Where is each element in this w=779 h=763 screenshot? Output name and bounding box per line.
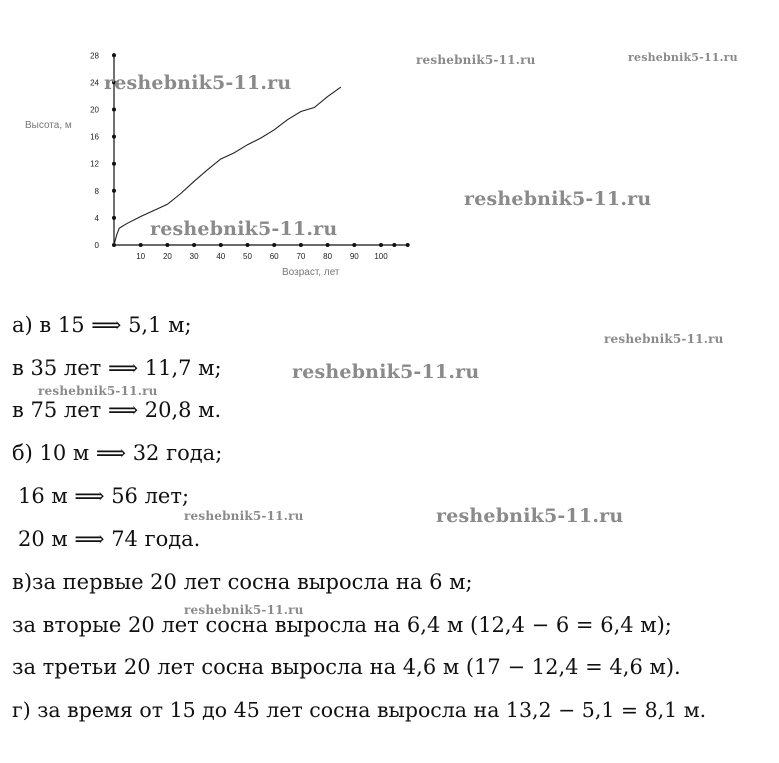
watermark: reshebnik5-11.ru <box>184 603 304 617</box>
x-tick-dot <box>406 243 410 247</box>
y-tick-label: 4 <box>94 213 99 223</box>
watermark: reshebnik5-11.ru <box>38 384 158 398</box>
x-tick-label: 40 <box>216 252 226 261</box>
y-tick-dot <box>112 135 116 139</box>
watermark: reshebnik5-11.ru <box>104 72 292 94</box>
x-tick-label: 90 <box>349 252 359 261</box>
x-tick-dot <box>379 243 383 247</box>
y-tick-label: 12 <box>90 159 99 169</box>
x-tick-dot <box>272 243 276 247</box>
answer-a-line-3: в 75 лет ⟹ 20,8 м. <box>12 398 222 422</box>
watermark: reshebnik5-11.ru <box>184 509 304 523</box>
y-tick-dot <box>112 108 116 112</box>
x-tick-label: 50 <box>243 252 252 261</box>
answer-v-line-1: в)за первые 20 лет сосна выросла на 6 м; <box>12 570 473 594</box>
answer-a-line-1: а) в 15 ⟹ 5,1 м; <box>12 313 192 337</box>
x-tick-dot <box>165 243 169 247</box>
answer-g-line-1: г) за время от 15 до 45 лет сосна выросла на 13,2 − 5,1 = 8,1 м. <box>12 698 707 722</box>
watermark: reshebnik5-11.ru <box>464 188 652 210</box>
x-tick-dot <box>392 243 396 247</box>
x-axis-label: Возраст, лет <box>282 267 340 278</box>
x-tick-label: 20 <box>162 252 172 261</box>
watermark: reshebnik5-11.ru <box>436 505 624 527</box>
y-tick-label: 0 <box>94 241 99 250</box>
x-tick-label: 10 <box>136 252 146 261</box>
watermark: reshebnik5-11.ru <box>628 51 738 64</box>
answer-b-line-3: 20 м ⟹ 74 года. <box>18 527 201 551</box>
watermark: reshebnik5-11.ru <box>416 53 536 67</box>
answer-a-line-2: в 35 лет ⟹ 11,7 м; <box>12 356 222 380</box>
x-tick-label: 30 <box>189 252 199 261</box>
answer-b-line-1: б) 10 м ⟹ 32 года; <box>12 441 223 465</box>
y-tick-dot <box>112 216 116 220</box>
x-tick-dot <box>139 243 143 247</box>
y-tick-label: 16 <box>90 132 99 142</box>
height-age-chart <box>0 0 440 290</box>
x-tick-label: 60 <box>269 252 279 261</box>
x-tick-dot <box>299 243 303 247</box>
answer-b-line-2: 16 м ⟹ 56 лет; <box>18 484 190 508</box>
x-tick-dot <box>192 243 196 247</box>
y-tick-label: 24 <box>90 78 99 88</box>
y-tick-label: 8 <box>94 186 99 196</box>
y-tick-dot <box>112 162 116 166</box>
watermark: reshebnik5-11.ru <box>150 218 338 240</box>
x-tick-dot <box>352 243 356 247</box>
watermark: reshebnik5-11.ru <box>292 361 480 383</box>
x-tick-label: 100 <box>374 252 388 261</box>
x-tick-dot <box>246 243 250 247</box>
x-tick-dot <box>326 243 330 247</box>
x-tick-label: 70 <box>296 252 306 261</box>
y-tick-dot <box>112 53 116 57</box>
x-tick-dot <box>219 243 223 247</box>
answer-v-line-2: за вторые 20 лет сосна выросла на 6,4 м (12,4 − 6 = 6,4 м); <box>12 613 672 637</box>
y-axis-label: Высота, м <box>25 120 72 131</box>
y-tick-label: 28 <box>90 51 99 61</box>
answer-v-line-3: за третьи 20 лет сосна выросла на 4,6 м (17 − 12,4 = 4,6 м). <box>12 655 681 679</box>
watermark: reshebnik5-11.ru <box>604 332 724 346</box>
x-tick-label: 80 <box>323 252 333 261</box>
y-tick-dot <box>112 189 116 193</box>
y-tick-label: 20 <box>90 105 99 115</box>
